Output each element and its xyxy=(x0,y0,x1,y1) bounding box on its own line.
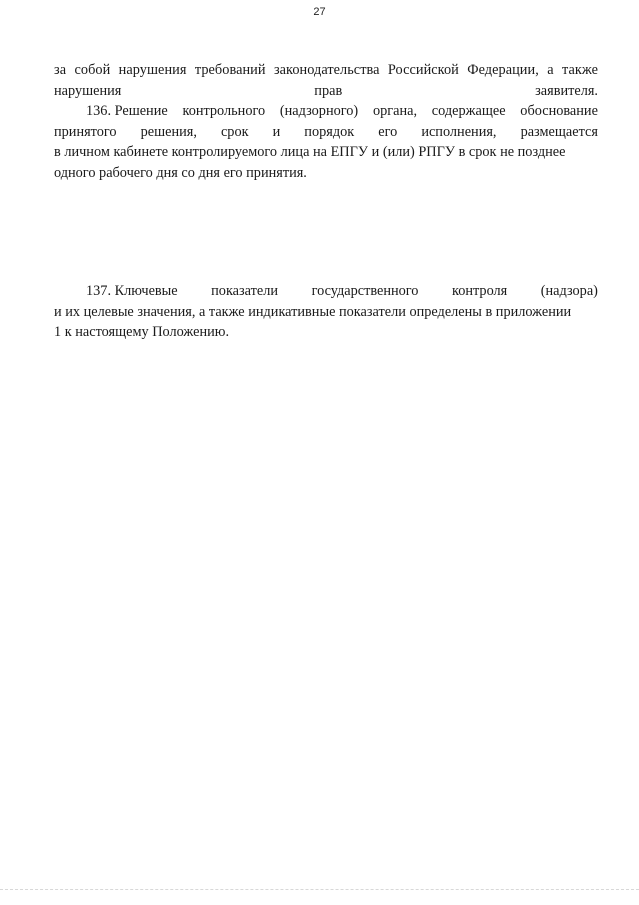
paragraph-line: 1 к настоящему Положению. xyxy=(54,324,230,340)
word: обоснование xyxy=(520,103,598,119)
word: государственного xyxy=(311,283,419,299)
paragraph-continuation xyxy=(54,60,598,101)
word: размещается xyxy=(520,123,598,140)
word: (надзорного) xyxy=(279,103,359,119)
scan-edge-divider xyxy=(0,889,639,891)
paragraph-line xyxy=(54,281,598,302)
word: исполнения, xyxy=(421,123,497,140)
paragraph-136 xyxy=(54,101,598,183)
word: и xyxy=(272,123,281,140)
word: контроля xyxy=(451,283,508,299)
word: 137. Ключевые xyxy=(86,283,178,299)
paragraph-line: одного рабочего дня со дня его принятия. xyxy=(54,164,307,181)
word: принятого xyxy=(54,123,117,140)
word: содержащее xyxy=(431,103,506,119)
paragraph-137 xyxy=(54,281,598,343)
paragraph-line xyxy=(54,101,598,122)
paragraph-line: нарушения прав заявителя. xyxy=(54,82,598,99)
word: контрольного xyxy=(182,103,266,119)
word: срок xyxy=(220,123,249,140)
paragraph-line: за собой нарушения требований законодательства Российской Федерации, а также xyxy=(54,62,598,78)
page-number: 27 xyxy=(313,6,326,18)
word: решения, xyxy=(140,123,197,140)
word: органа, xyxy=(372,103,418,119)
word: показатели xyxy=(211,283,279,299)
word: (надзора) xyxy=(540,283,598,299)
word: 136. Решение xyxy=(86,103,168,119)
paragraph-line: в личном кабинете контролируемого лица на ЕПГУ и (или) РПГУ в срок не позднее xyxy=(54,144,566,160)
paragraph-line: и их целевые значения, а также индикативные показатели определены в приложении xyxy=(54,303,572,320)
word: порядок xyxy=(304,123,355,140)
word: его xyxy=(378,123,398,140)
paragraph-line xyxy=(54,122,598,143)
